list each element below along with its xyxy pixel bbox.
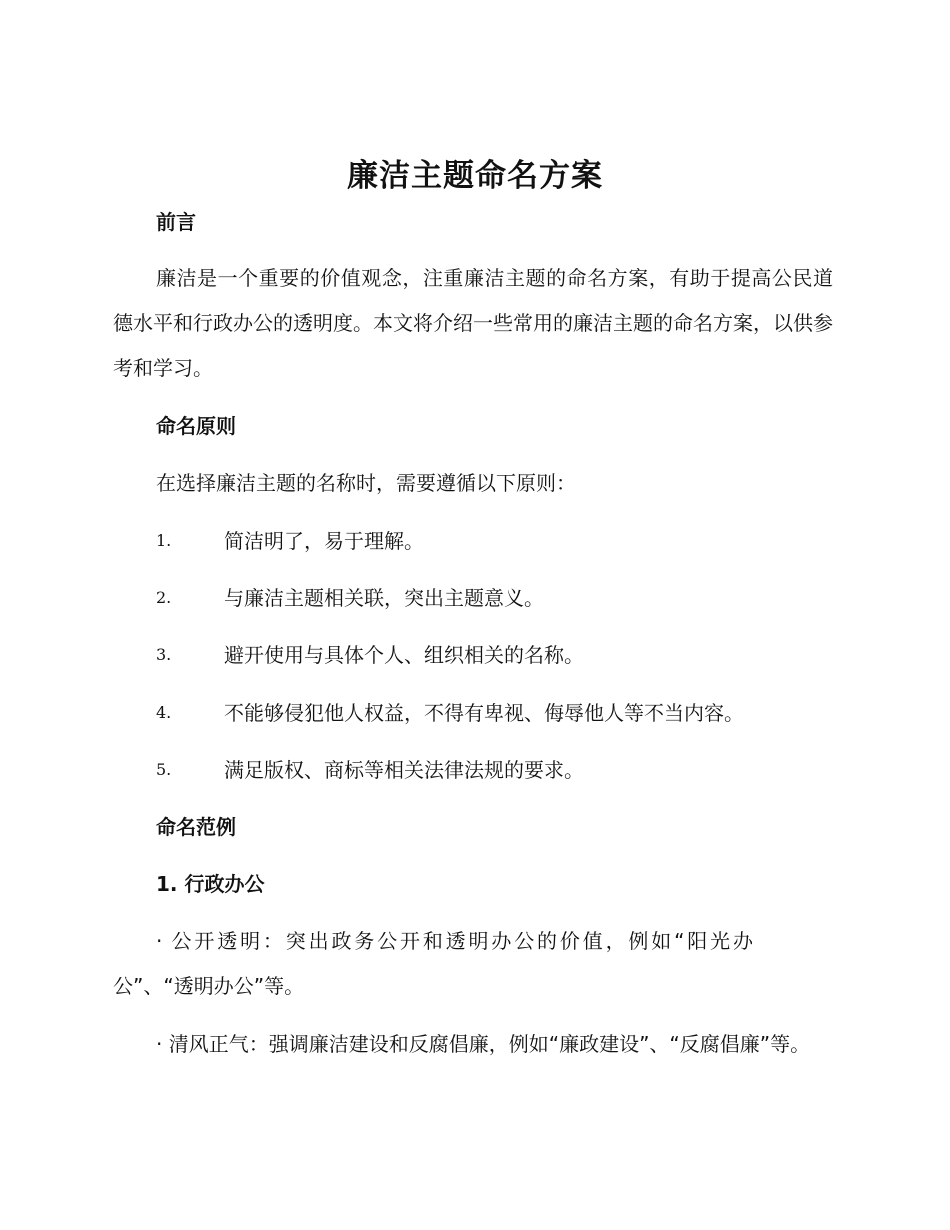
list-number: 2. xyxy=(156,588,172,607)
document-title: 廉洁主题命名方案 xyxy=(347,158,603,194)
list-number: 1. xyxy=(156,531,172,550)
list-text: 不能够侵犯他人权益，不得有卑视、侮辱他人等不当内容。 xyxy=(224,701,744,725)
list-text: 简洁明了，易于理解。 xyxy=(224,529,424,553)
preface-heading: 前言 xyxy=(156,210,196,234)
examples-subheading: 1. 行政办公 xyxy=(156,872,265,896)
list-text: 避开使用与具体个人、组织相关的名称。 xyxy=(224,643,584,667)
examples-heading: 命名范例 xyxy=(156,815,236,839)
preface-paragraph: 廉洁是一个重要的价值观念，注重廉洁主题的命名方案，有助于提高公民道德水平和行政办公的透明度。本文将介绍一些常用的廉洁主题的命名方案，以供参考和学习。 xyxy=(113,266,833,380)
list-number: 5. xyxy=(156,760,172,779)
example-bullet-2: · 清风正气：强调廉洁建设和反腐倡廉，例如“廉政建设”、“反腐倡廉”等。 xyxy=(156,1032,811,1056)
list-number: 3. xyxy=(156,645,172,664)
principles-heading: 命名原则 xyxy=(156,414,236,438)
list-text: 与廉洁主题相关联，突出主题意义。 xyxy=(224,586,544,610)
list-text: 满足版权、商标等相关法律法规的要求。 xyxy=(224,758,584,782)
principles-intro: 在选择廉洁主题的名称时，需要遵循以下原则： xyxy=(156,471,576,495)
example-bullet-1: · 公开透明：突出政务公开和透明办公的价值，例如“阳光办公”、“透明办公”等。 xyxy=(113,929,753,998)
list-number: 4. xyxy=(156,703,172,722)
